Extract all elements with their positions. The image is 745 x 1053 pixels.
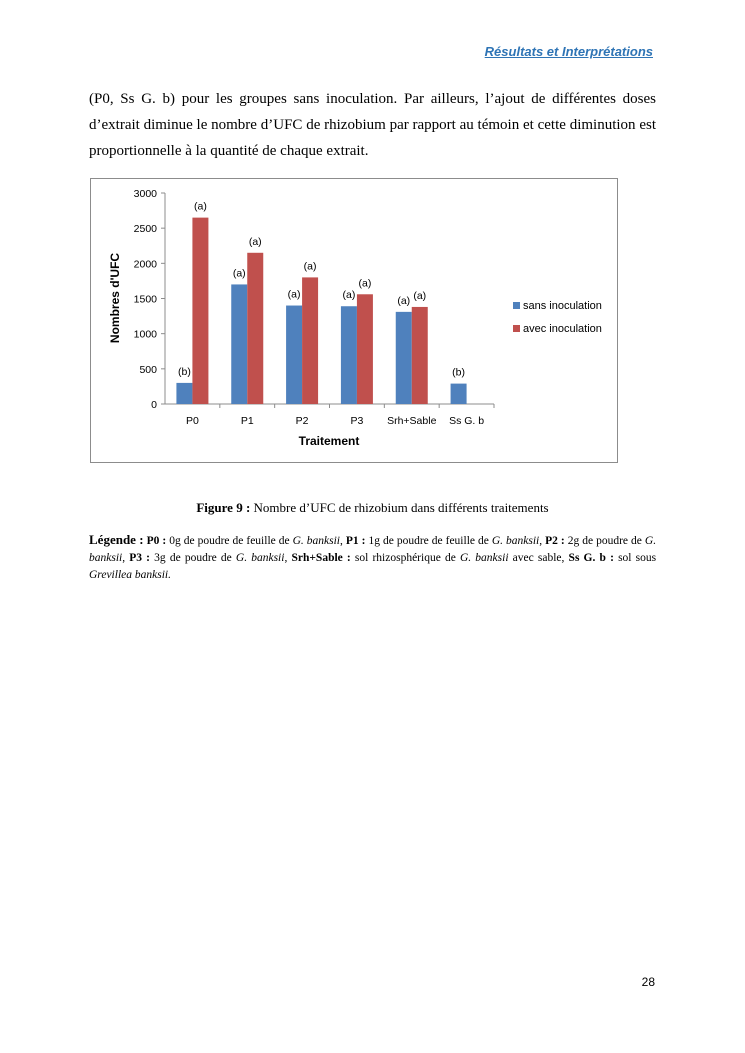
paragraph-line: d’extrait diminue le nombre d’UFC de rhizobium par rapport au témoin et cette diminution est: [89, 117, 656, 133]
y-tick-label: 1500: [133, 293, 157, 306]
bar-sans-inoculation: [231, 284, 247, 404]
legend-lead: Légende :: [89, 532, 144, 547]
bar-avec-inoculation: [192, 218, 208, 404]
data-label: (a): [287, 288, 301, 301]
x-tick-label: P2: [295, 415, 309, 427]
y-tick-label: 0: [151, 399, 157, 411]
legend-p2-label: P2 :: [545, 535, 565, 547]
legend-p0-label: P0 :: [146, 535, 167, 547]
x-tick-label: Srh+Sable: [387, 415, 437, 427]
legend-species: G. banksii: [235, 552, 285, 564]
figure-legend-note: Légende : P0 : 0g de poudre de feuille de G. banksii, P1 : 1g de poudre de feuille de G. banksii, P2 : 2g de poudre de G. banksii, P3 : 3g de poudre de G. banksii, Srh+Sable : sol rhizosphérique de G. banksii avec sable, Ss G. b : sol sous Grevillea banksii.: [89, 532, 657, 581]
x-tick-label: P3: [350, 415, 364, 427]
y-tick-label: 2000: [133, 258, 157, 271]
data-label: (a): [248, 235, 262, 248]
y-tick-label: 500: [139, 363, 157, 376]
data-label: (a): [193, 200, 207, 213]
x-tick-label: P0: [185, 415, 199, 427]
y-axis-title: Nombres d'UFC: [108, 252, 122, 344]
bar-sans-inoculation: [341, 306, 357, 404]
y-tick-label: 2500: [133, 223, 157, 236]
data-label: (a): [232, 267, 246, 280]
y-tick-label: 3000: [133, 188, 157, 200]
legend-p0-text: 0g de poudre de feuille de: [169, 535, 290, 547]
figure-caption: [0, 500, 745, 516]
paragraph-line: (P0, Ss G. b) pour les groupes sans inoculation. Par ailleurs, l’ajout de différentes doses: [89, 91, 656, 107]
x-tick-label: Ss G. b: [449, 415, 485, 427]
legend-swatch: [513, 302, 520, 309]
legend-srh-tail: avec sable,: [512, 552, 565, 564]
legend-p3-text: 3g de poudre de: [154, 552, 232, 564]
x-tick-label: P1: [240, 415, 254, 427]
page-number: 28: [641, 975, 655, 989]
bar-avec-inoculation: [247, 253, 263, 404]
legend-p2-text: 2g de poudre de: [567, 535, 642, 547]
data-label: (a): [342, 289, 356, 302]
page-header-title: Résultats et Interprétations: [484, 44, 653, 59]
bar-sans-inoculation: [396, 312, 412, 404]
bar-avec-inoculation: [412, 307, 428, 404]
bar-avec-inoculation: [357, 294, 373, 404]
legend-ss-label: Ss G. b :: [568, 552, 614, 564]
bar-sans-inoculation: [176, 383, 192, 404]
legend-swatch: [513, 325, 520, 332]
legend-ss-text: sol sous: [618, 552, 657, 564]
legend-p1-text: 1g de poudre de feuille de: [368, 535, 489, 547]
caption-text: Nombre d’UFC de rhizobium dans différents traitements: [253, 500, 549, 515]
legend-species: G. banksii: [491, 535, 540, 547]
y-tick-label: 1000: [133, 328, 157, 341]
legend-p1-label: P1 :: [345, 535, 366, 547]
data-label: (b): [177, 365, 191, 378]
legend-srh-label: Srh+Sable :: [291, 552, 351, 564]
bar-chart: [90, 178, 618, 463]
bar-sans-inoculation: [451, 384, 467, 404]
x-axis-title: Traitement: [298, 434, 360, 448]
legend-label: sans inoculation: [523, 300, 602, 312]
caption-label: Figure 9 :: [196, 500, 251, 515]
legend-label: avec inoculation: [523, 323, 602, 335]
legend-species-full: Grevillea banksii.: [89, 569, 171, 581]
chart-svg: [91, 179, 619, 464]
legend-species: G. banksii: [459, 552, 509, 564]
bar-avec-inoculation: [302, 277, 318, 404]
legend-srh-text: sol rhizosphérique de: [354, 552, 456, 564]
legend-species: G. banksii: [292, 535, 341, 547]
legend-p3-label: P3 :: [129, 552, 151, 564]
body-paragraph: [89, 86, 656, 164]
data-label: (b): [452, 366, 466, 379]
paragraph-line: proportionnelle à la quantité de chaque extrait.: [89, 143, 369, 159]
legend-species: G. banksii: [89, 535, 657, 564]
data-label: (a): [303, 260, 317, 273]
data-label: (a): [358, 277, 372, 290]
bar-sans-inoculation: [286, 306, 302, 404]
data-label: (a): [413, 289, 427, 302]
data-label: (a): [397, 294, 411, 307]
